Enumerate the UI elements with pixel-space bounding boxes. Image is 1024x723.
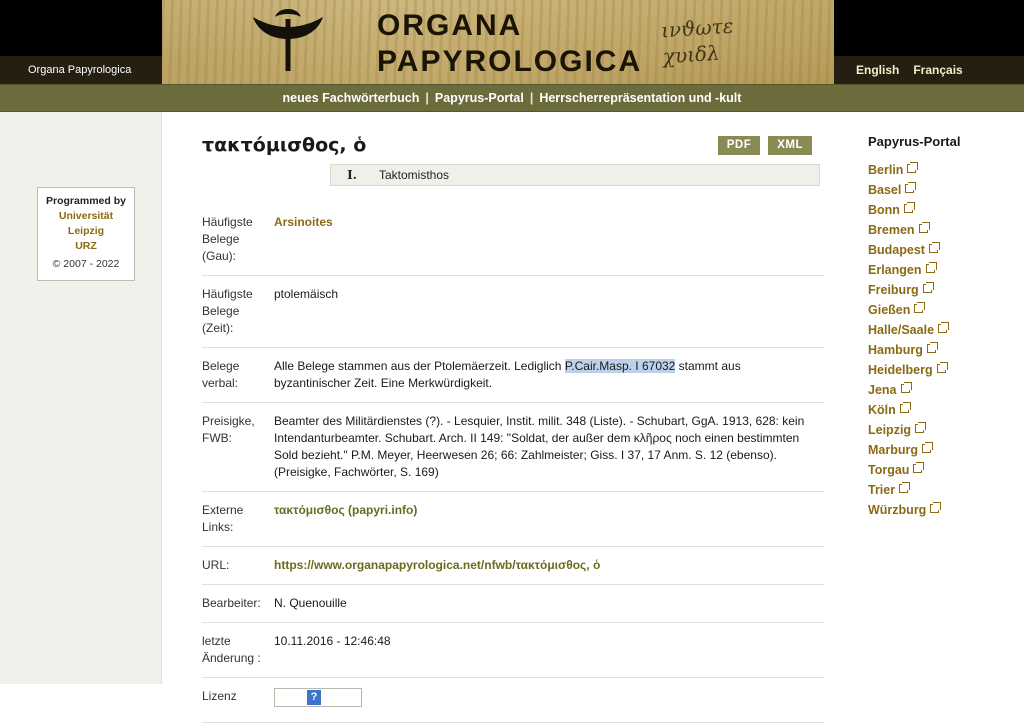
field-value-belege-verbal	[274, 348, 824, 403]
xml-button[interactable]: XML	[768, 136, 812, 155]
table-row	[202, 204, 824, 276]
list-item	[868, 361, 1024, 379]
external-link-icon	[905, 184, 914, 193]
field-label-letzte-aenderung: letzte Änderung :	[202, 634, 261, 665]
external-link-icon	[922, 444, 931, 453]
external-link-icon	[937, 364, 946, 373]
field-value-url	[274, 547, 824, 585]
portal-link-jena[interactable]: Jena	[868, 383, 897, 397]
external-link-icon	[914, 304, 923, 313]
external-link-icon	[915, 424, 924, 433]
field-label-preisigke-fwb: Preisigke, FWB:	[202, 414, 255, 445]
external-link-icon	[919, 224, 928, 233]
list-item	[868, 441, 1024, 459]
nav-separator-2: |	[529, 91, 534, 105]
meaning-text: Taktomisthos	[379, 168, 450, 182]
field-label-haeufigste-belege-zeit: Häufigste Belege (Zeit):	[202, 287, 253, 335]
list-item	[868, 501, 1024, 519]
language-switcher	[834, 56, 1024, 84]
table-row	[202, 348, 824, 403]
portal-link-bonn[interactable]: Bonn	[868, 203, 900, 217]
portal-link-freiburg[interactable]: Freiburg	[868, 283, 919, 297]
portal-link-marburg[interactable]: Marburg	[868, 443, 918, 457]
language-link-english[interactable]: English	[856, 63, 900, 77]
table-row	[202, 678, 824, 723]
greek-script-decoration	[660, 6, 824, 75]
right-sidebar	[834, 112, 1024, 684]
belege-verbal-post: stammt aus byzantinischer Zeit. Eine Merkwürdigkeit.	[274, 359, 741, 390]
site-title-line2: PAPYROLOGICA	[377, 45, 643, 78]
language-link-francais[interactable]: Français	[913, 63, 963, 77]
field-value-externe-links	[274, 492, 824, 547]
nav-item-papyrus-portal[interactable]: Papyrus-Portal	[434, 91, 524, 105]
field-label-lizenz: Lizenz	[202, 689, 237, 703]
field-label-bearbeiter: Bearbeiter:	[202, 596, 261, 610]
main-nav	[0, 84, 1024, 112]
portal-link-koeln[interactable]: Köln	[868, 403, 896, 417]
portal-link-leipzig[interactable]: Leipzig	[868, 423, 912, 437]
document-export-buttons	[718, 136, 812, 155]
link-papyri-info[interactable]: τακτόμισθος (papyri.info)	[274, 503, 418, 517]
field-value-preisigke-fwb: Beamter des Militärdienstes (?). - Lesquier, Instit. milit. 348 (Liste). - Schubart, GgA. 1913, 628: kein Intendanturbeamter. Schubart. Arch. II 149: "Soldat, der außer dem κλῆρος noch einen bestimmten Sold bezieht." P.M. Meyer, Heerwesen 26; 66: Zahlmeister; Giss. I 37, 17 Anm. S. 12 (ebenso). (Preisigke, Fachwörter, S. 169)	[274, 414, 805, 479]
ginkgo-logo-icon	[247, 9, 329, 75]
external-link-icon	[899, 484, 908, 493]
list-item	[868, 221, 1024, 239]
list-item	[868, 241, 1024, 259]
list-item	[868, 281, 1024, 299]
greek-line-2: χυιδλ	[662, 40, 721, 69]
portal-link-wuerzburg[interactable]: Würzburg	[868, 503, 927, 517]
external-link-icon	[904, 204, 913, 213]
meaning-row	[330, 164, 820, 186]
field-value-letzte-aenderung: 10.11.2016 - 12:46:48	[274, 634, 391, 648]
external-link-icon	[926, 264, 935, 273]
table-row	[202, 623, 824, 678]
list-item	[868, 421, 1024, 439]
nav-item-fachwoerterbuch[interactable]: neues Fachwörterbuch	[282, 91, 420, 105]
table-row	[202, 492, 824, 547]
portal-link-hamburg[interactable]: Hamburg	[868, 343, 923, 357]
list-item	[868, 161, 1024, 179]
list-item	[868, 201, 1024, 219]
credit-programmed-by: Programmed by	[46, 195, 126, 207]
link-entry-url[interactable]: https://www.organapapyrologica.net/nfwb/τακτόμισθος, ὁ	[274, 558, 601, 572]
entry-fields-table	[202, 204, 824, 723]
field-value-lizenz	[274, 678, 824, 723]
credit-copyright: © 2007 - 2022	[52, 258, 120, 270]
list-item	[868, 301, 1024, 319]
list-item	[868, 321, 1024, 339]
portal-link-basel[interactable]: Basel	[868, 183, 902, 197]
breadcrumb[interactable]	[0, 56, 162, 84]
external-link-icon	[901, 384, 910, 393]
portal-link-torgau[interactable]: Torgau	[868, 463, 910, 477]
site-title-line1: ORGANA	[377, 9, 523, 42]
list-item	[868, 401, 1024, 419]
external-link-icon	[907, 164, 916, 173]
field-label-haeufigste-belege-gau: Häufigste Belege (Gau):	[202, 215, 253, 263]
portal-link-halle-saale[interactable]: Halle/Saale	[868, 323, 935, 337]
credit-university: Universität	[58, 210, 114, 222]
portal-link-giessen[interactable]: Gießen	[868, 303, 911, 317]
field-label-url: URL:	[202, 558, 230, 572]
external-link-icon	[923, 284, 932, 293]
external-link-icon	[913, 464, 922, 473]
breadcrumb-label: Organa Papyrologica	[28, 64, 132, 76]
license-badge[interactable]	[274, 688, 362, 707]
pdf-button[interactable]: PDF	[718, 136, 761, 155]
table-row	[202, 585, 824, 623]
portal-link-erlangen[interactable]: Erlangen	[868, 263, 922, 277]
belege-verbal-pre: Alle Belege stammen aus der Ptolemäerzeit. Lediglich	[274, 359, 565, 373]
greek-line-1: ινϑωτε	[660, 13, 735, 43]
field-value-bearbeiter: N. Quenouille	[274, 596, 347, 610]
list-item	[868, 261, 1024, 279]
field-value-haeufigste-belege-zeit: ptolemäisch	[274, 287, 339, 301]
link-arsinoites[interactable]: Arsinoites	[274, 215, 333, 229]
portal-link-berlin[interactable]: Berlin	[868, 163, 904, 177]
portal-link-heidelberg[interactable]: Heidelberg	[868, 363, 933, 377]
external-link-icon	[929, 244, 938, 253]
field-label-belege-verbal: Belege verbal:	[202, 359, 240, 390]
field-value-haeufigste-belege-gau	[274, 204, 824, 276]
list-item	[868, 181, 1024, 199]
portal-link-bremen[interactable]: Bremen	[868, 223, 915, 237]
list-item	[868, 341, 1024, 359]
portal-link-budapest[interactable]: Budapest	[868, 243, 925, 257]
banner-image	[162, 0, 834, 84]
table-row	[202, 403, 824, 492]
nav-item-herrscherrepraesentation[interactable]: Herrscherrepräsentation und -kult	[539, 91, 742, 105]
page-body	[0, 112, 1024, 703]
table-row	[202, 276, 824, 348]
main-content	[162, 112, 834, 703]
portal-link-trier[interactable]: Trier	[868, 483, 896, 497]
external-link-icon	[900, 404, 909, 413]
meaning-number: I.	[347, 168, 357, 182]
page-title: τακτόμισθος, ὁ	[202, 134, 367, 156]
external-link-icon	[927, 344, 936, 353]
license-help-icon[interactable]: ?	[307, 690, 321, 705]
field-label-externe-links: Externe Links:	[202, 503, 244, 534]
nav-separator-1: |	[425, 91, 429, 105]
credit-urz: URZ	[75, 240, 97, 252]
table-row	[202, 547, 824, 585]
papyrus-portal-link-list	[868, 161, 1024, 519]
belege-verbal-highlight: P.Cair.Masp. I 67032	[564, 359, 676, 373]
credits-box	[37, 187, 135, 281]
left-sidebar	[0, 112, 162, 684]
site-header	[0, 0, 1024, 84]
site-title	[377, 8, 642, 80]
list-item	[868, 381, 1024, 399]
list-item	[868, 461, 1024, 479]
credit-city: Leipzig	[67, 225, 105, 237]
external-link-icon	[930, 504, 939, 513]
list-item	[868, 481, 1024, 499]
external-link-icon	[938, 324, 947, 333]
papyrus-portal-title: Papyrus-Portal	[868, 134, 961, 149]
